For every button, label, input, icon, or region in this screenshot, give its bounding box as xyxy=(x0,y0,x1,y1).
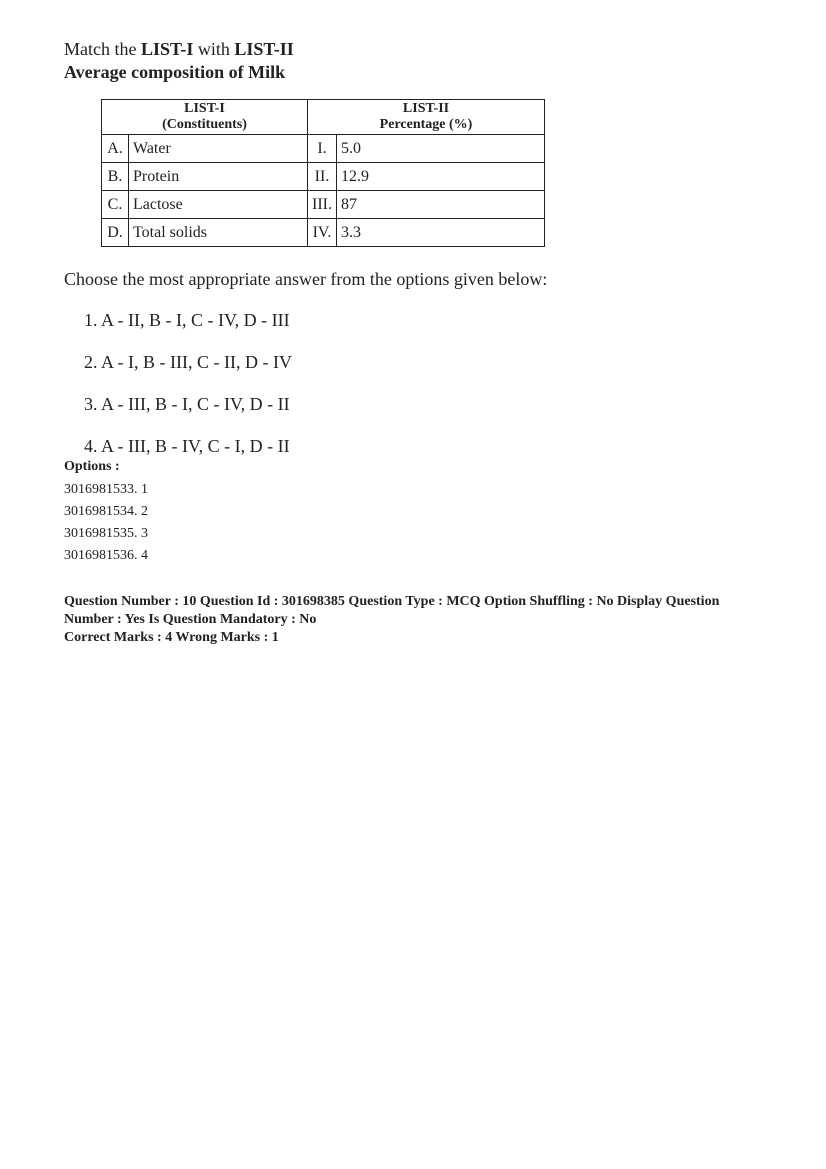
option-id: 3016981533. 1 xyxy=(64,482,148,497)
question-meta-line: Question Number : 10 Question Id : 301698385 Question Type : MCQ Option Shuffling : No Display Question Number : Yes Is Question Mandatory : No xyxy=(64,594,720,627)
option-id: 3016981535. 3 xyxy=(64,526,148,541)
table-row: C. Lactose III. 87 xyxy=(102,191,545,219)
list2-header: LIST-II Percentage (%) xyxy=(308,100,545,135)
table-row: D. Total solids IV. 3.3 xyxy=(102,219,545,247)
table-row: A. Water I. 5.0 xyxy=(102,135,545,163)
answer-option-3: 3. A - III, B - I, C - IV, D - II xyxy=(84,394,290,414)
option-id: 3016981534. 2 xyxy=(64,504,148,519)
question-instruction: Match the LIST-I with LIST-II xyxy=(64,39,294,59)
list1-header: LIST-I (Constituents) xyxy=(102,100,308,135)
option-id-list xyxy=(64,479,148,567)
question-subtitle: Average composition of Milk xyxy=(64,62,286,82)
list2-ref: LIST-II xyxy=(234,39,294,59)
table-header-row xyxy=(102,100,545,135)
answer-option-2: 2. A - I, B - III, C - II, D - IV xyxy=(84,352,292,372)
answer-option-4: 4. A - III, B - IV, C - I, D - II xyxy=(84,436,290,456)
option-id: 3016981536. 4 xyxy=(64,548,148,563)
question-intro xyxy=(64,38,294,84)
answer-list xyxy=(84,310,292,478)
choose-prompt: Choose the most appropriate answer from the options given below: xyxy=(64,269,548,289)
answer-option-1: 1. A - II, B - I, C - IV, D - III xyxy=(84,310,290,330)
marks-line: Correct Marks : 4 Wrong Marks : 1 xyxy=(64,630,279,645)
table-row: B. Protein II. 12.9 xyxy=(102,163,545,191)
list1-ref: LIST-I xyxy=(140,39,194,59)
options-label: Options : xyxy=(64,459,120,474)
match-table xyxy=(101,99,545,247)
next-question-info xyxy=(64,593,764,647)
